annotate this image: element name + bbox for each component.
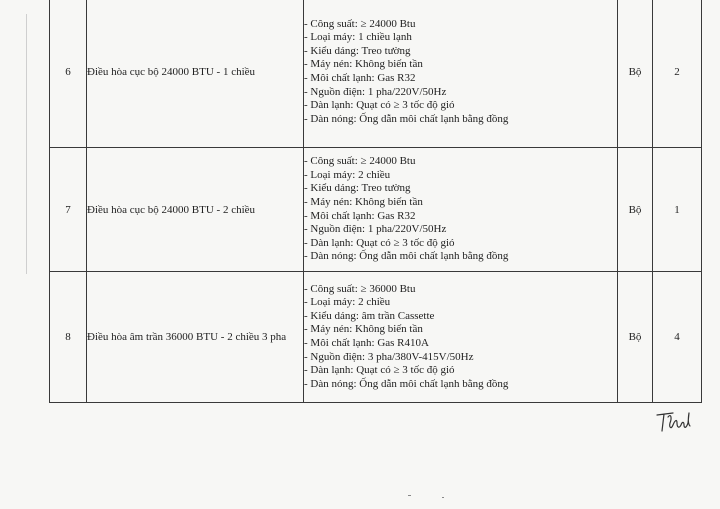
product-name: Điều hòa âm trần 36000 BTU - 2 chiều 3 pha <box>87 272 304 403</box>
spec-line: - Môi chất lạnh: Gas R32 <box>304 209 416 222</box>
table-row <box>50 148 702 272</box>
scan-margin-line <box>26 14 27 274</box>
spec-line: - Máy nén: Không biến tần <box>304 195 423 208</box>
quantity-cell: 1 <box>653 148 702 272</box>
spec-line: - Nguồn điện: 1 pha/220V/50Hz <box>304 223 447 236</box>
spec-line: - Loại máy: 2 chiều <box>304 296 391 309</box>
spec-line: - Loại máy: 2 chiều <box>304 168 391 181</box>
unit-cell: Bộ <box>618 0 653 148</box>
spec-line: - Dàn nóng: Ống dẫn môi chất lạnh bằng đồng <box>304 377 509 390</box>
row-number: 7 <box>50 148 87 272</box>
spec-line: - Dàn nóng: Ống dẫn môi chất lạnh bằng đồng <box>304 112 509 125</box>
row-number: 6 <box>50 0 87 148</box>
spec-line: - Nguồn điện: 3 pha/380V-415V/50Hz <box>304 350 474 363</box>
spec-line: - Kiểu dáng: Treo tường <box>304 182 411 195</box>
product-specs <box>304 148 618 272</box>
spec-line: - Kiểu dáng: âm trần Cassette <box>304 309 435 322</box>
equipment-spec-table <box>49 0 702 403</box>
spec-line: - Công suất: ≥ 36000 Btu <box>304 282 416 295</box>
spec-line: - Dàn lạnh: Quạt có ≥ 3 tốc độ gió <box>304 99 455 112</box>
product-specs <box>304 272 618 403</box>
spec-line: - Nguồn điện: 1 pha/220V/50Hz <box>304 85 447 98</box>
spec-line: - Môi chất lạnh: Gas R410A <box>304 337 429 349</box>
table-row <box>50 0 702 148</box>
quantity-cell: 4 <box>653 272 702 403</box>
scan-speck <box>442 497 444 498</box>
handwritten-signature <box>655 409 695 435</box>
spec-line: - Môi chất lạnh: Gas R32 <box>304 72 416 84</box>
spec-line: - Công suất: ≥ 24000 Btu <box>304 155 416 168</box>
unit-cell: Bộ <box>618 148 653 272</box>
spec-line: - Công suất: ≥ 24000 Btu <box>304 17 416 30</box>
unit-cell: Bộ <box>618 272 653 403</box>
product-name: Điều hòa cục bộ 24000 BTU - 2 chiều <box>87 148 304 272</box>
product-specs <box>304 0 618 148</box>
spec-line: - Máy nén: Không biến tần <box>304 58 423 71</box>
quantity-cell: 2 <box>653 0 702 148</box>
spec-line: - Dàn nóng: Ống dẫn môi chất lạnh bằng đồng <box>304 250 509 263</box>
table-row <box>50 272 702 403</box>
spec-line: - Máy nén: Không biến tần <box>304 323 423 336</box>
spec-line: - Kiểu dáng: Treo tường <box>304 44 411 57</box>
spec-line: - Dàn lạnh: Quạt có ≥ 3 tốc độ gió <box>304 236 455 249</box>
scan-speck <box>408 495 411 496</box>
product-name: Điều hòa cục bộ 24000 BTU - 1 chiều <box>87 0 304 148</box>
row-number: 8 <box>50 272 87 403</box>
spec-line: - Loại máy: 1 chiều lạnh <box>304 31 412 44</box>
spec-line: - Dàn lạnh: Quạt có ≥ 3 tốc độ gió <box>304 364 455 377</box>
